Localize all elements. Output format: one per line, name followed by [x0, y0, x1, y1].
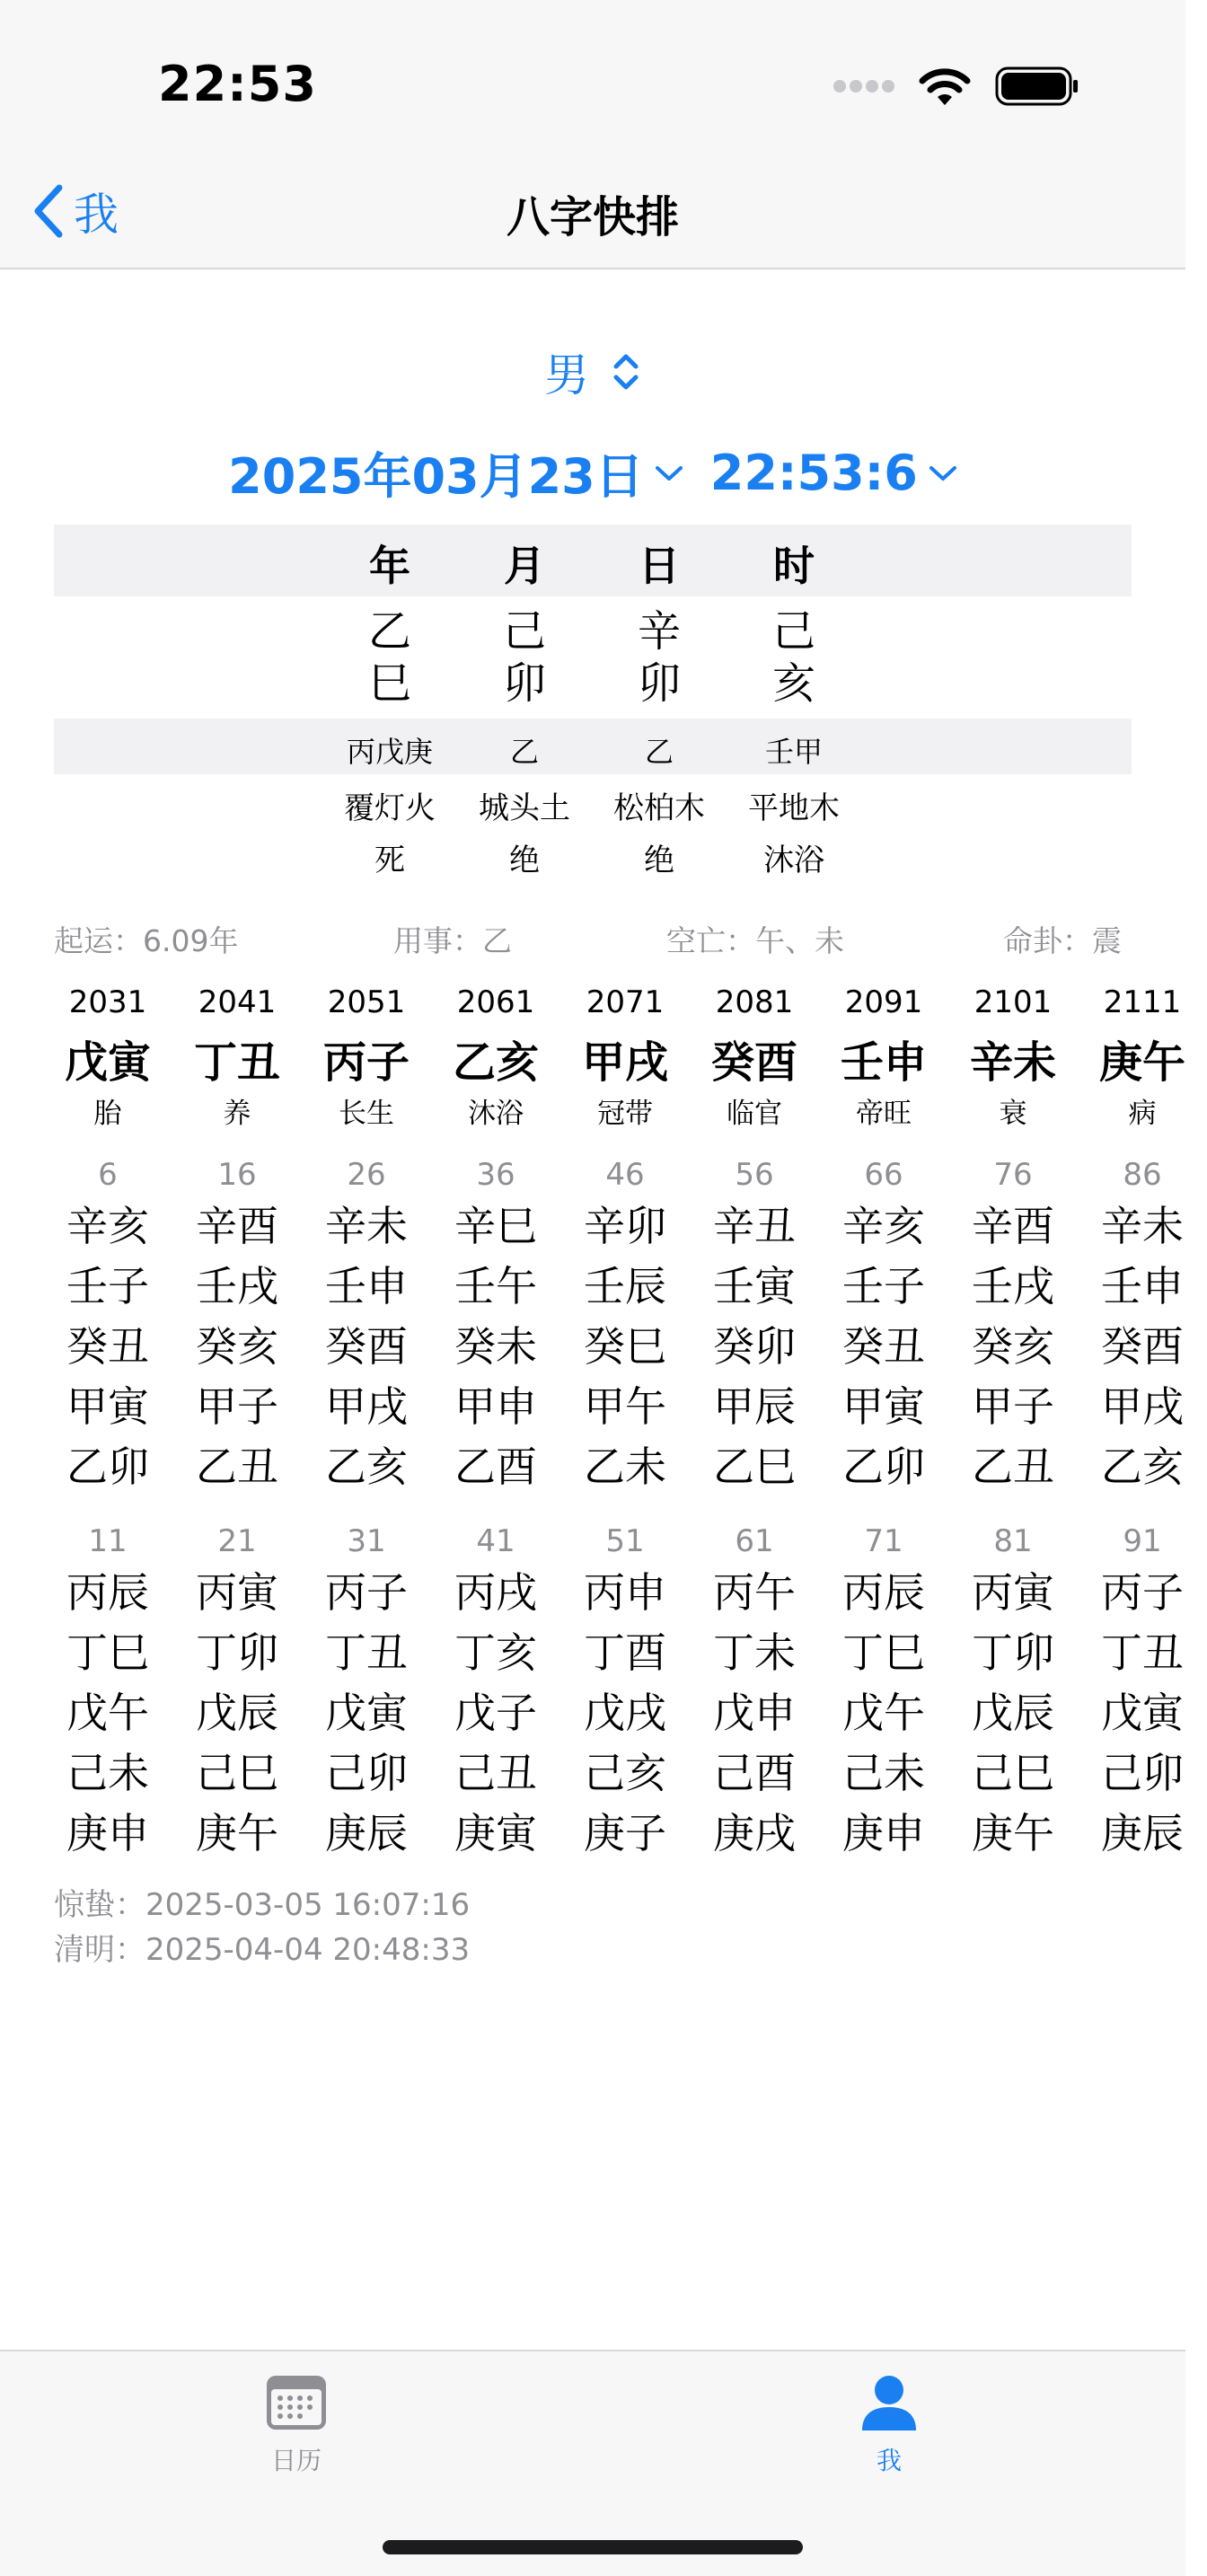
tab-calendar[interactable] — [207, 2373, 386, 2477]
annual-pillar: 甲午 — [584, 1382, 666, 1431]
state-day: 绝 — [644, 842, 674, 878]
annual-pillar: 辛酉 — [972, 1202, 1054, 1250]
luck-age-mid: 81 — [993, 1523, 1033, 1559]
annual-pillar: 庚申 — [842, 1809, 925, 1857]
annual-pillar: 壬申 — [325, 1262, 408, 1310]
luck-pillar: 丙子 — [322, 1037, 410, 1088]
annual-pillar: 乙未 — [584, 1442, 666, 1491]
annual-pillar: 丙辰 — [66, 1568, 149, 1617]
nayin-hour: 平地木 — [748, 790, 840, 826]
annual-pillar: 戊辰 — [972, 1689, 1054, 1737]
branch-row — [54, 648, 1132, 719]
annual-pillar: 丁巳 — [842, 1628, 925, 1677]
annual-pillar: 庚申 — [66, 1809, 149, 1857]
hidden-stems-month: 乙 — [509, 735, 539, 769]
signal-icon — [832, 78, 894, 94]
luck-age-mid: 21 — [217, 1523, 257, 1559]
luck-age-start: 26 — [347, 1157, 386, 1193]
annual-pillar: 戊寅 — [325, 1689, 408, 1737]
chevron-up-down-icon — [611, 350, 641, 393]
annual-pillar: 丁卯 — [972, 1628, 1054, 1677]
annual-pillar: 乙巳 — [713, 1442, 796, 1491]
hidden-stems-hour: 壬甲 — [764, 735, 823, 769]
annual-pillar: 甲寅 — [842, 1382, 925, 1431]
luck-age-mid: 31 — [347, 1523, 386, 1559]
annual-pillar: 壬申 — [1101, 1262, 1184, 1310]
luck-stage: 临官 — [727, 1098, 782, 1130]
annual-pillar: 丁丑 — [1101, 1628, 1184, 1677]
annual-pillars-second — [560, 1563, 690, 1864]
annual-pillar: 丙子 — [1101, 1568, 1184, 1617]
annual-pillars-first — [819, 1196, 948, 1497]
luck-year: 2031 — [68, 984, 147, 1020]
luck-stage: 胎 — [93, 1098, 122, 1130]
luck-age-mid: 11 — [88, 1523, 128, 1559]
luck-age-start: 6 — [98, 1157, 118, 1193]
nayin-month: 城头土 — [479, 790, 570, 826]
datetime-row — [0, 438, 1185, 507]
annual-pillar: 乙酉 — [454, 1442, 537, 1491]
annual-pillar: 己未 — [842, 1749, 925, 1797]
luck-year: 2081 — [715, 984, 794, 1020]
annual-pillar: 辛亥 — [66, 1202, 149, 1250]
tab-bar — [0, 2350, 1185, 2576]
state-row — [54, 828, 1132, 882]
header-month: 月 — [504, 542, 545, 590]
date-picker[interactable] — [228, 438, 683, 507]
annual-pillars-second — [43, 1563, 172, 1864]
annual-pillars-first — [1078, 1196, 1207, 1497]
pillar-header-row — [54, 525, 1132, 596]
annual-pillar: 甲辰 — [713, 1382, 796, 1431]
annual-pillars-second — [302, 1563, 431, 1864]
luck-pillar: 乙亥 — [452, 1037, 539, 1088]
luck-stage: 冠带 — [597, 1098, 653, 1130]
annual-pillar: 癸丑 — [842, 1322, 925, 1371]
annual-pillar: 庚辰 — [1101, 1809, 1184, 1857]
chart-info-row — [54, 918, 1132, 957]
annual-pillar: 己巳 — [196, 1749, 278, 1797]
luck-pillar: 庚午 — [1098, 1037, 1185, 1088]
annual-pillar: 己酉 — [713, 1749, 796, 1797]
annual-pillar: 乙卯 — [842, 1442, 925, 1491]
annual-pillar: 丙午 — [713, 1568, 796, 1617]
annual-pillar: 辛未 — [1101, 1202, 1184, 1250]
annual-pillar: 己亥 — [584, 1749, 666, 1797]
annual-pillar: 庚午 — [196, 1809, 278, 1857]
annual-pillar: 癸巳 — [584, 1322, 666, 1371]
luck-age-start: 36 — [476, 1157, 515, 1193]
header-year: 年 — [369, 542, 410, 590]
annual-pillar: 戊午 — [842, 1689, 925, 1737]
luck-age-start: 86 — [1123, 1157, 1162, 1193]
luck-age-start: 46 — [605, 1157, 645, 1193]
status-time: 22:53 — [158, 56, 317, 112]
annual-pillar: 壬寅 — [713, 1262, 796, 1310]
annual-pillar: 甲戌 — [1101, 1382, 1184, 1431]
annual-pillar: 己未 — [66, 1749, 149, 1797]
annual-pillar: 壬戌 — [196, 1262, 278, 1310]
annual-pillar: 乙卯 — [66, 1442, 149, 1491]
gender-selector[interactable] — [0, 340, 1185, 404]
gender-value: 男 — [544, 349, 590, 401]
annual-pillar: 辛亥 — [842, 1202, 925, 1250]
luck-pillar: 癸酉 — [710, 1037, 797, 1088]
annual-pillar: 丁未 — [713, 1628, 796, 1677]
annual-pillars-first — [172, 1196, 302, 1497]
four-pillars-table — [54, 525, 1132, 882]
page-title: 八字快排 — [506, 192, 679, 243]
solar-term-current: 惊蛰：2025-03-05 16:07:16 — [54, 1887, 471, 1923]
stem-hour: 己 — [771, 606, 815, 657]
luck-stage: 帝旺 — [856, 1098, 912, 1130]
status-icons — [832, 59, 1079, 113]
annual-pillar: 戊子 — [454, 1689, 537, 1737]
nayin-year: 覆灯火 — [344, 790, 436, 826]
annual-pillar: 戊寅 — [1101, 1689, 1184, 1737]
annual-pillar: 壬戌 — [972, 1262, 1054, 1310]
date-value: 2025年03月23日 — [228, 448, 644, 505]
annual-pillar: 辛卯 — [584, 1202, 666, 1250]
branch-month: 卯 — [502, 658, 546, 709]
yongshi-text: 用事：乙 — [393, 923, 512, 958]
luck-stage: 衰 — [999, 1098, 1027, 1130]
annual-pillars-first — [431, 1196, 560, 1497]
tab-me[interactable] — [799, 2373, 979, 2477]
annual-pillar: 乙亥 — [1101, 1442, 1184, 1491]
state-year: 死 — [374, 842, 405, 878]
annual-pillar: 甲申 — [454, 1382, 537, 1431]
stem-month: 己 — [502, 606, 546, 657]
qiyun-text: 起运：6.09年 — [54, 923, 239, 958]
tab-calendar-label: 日历 — [270, 2446, 322, 2475]
state-month: 绝 — [509, 842, 540, 878]
luck-age-mid: 71 — [864, 1523, 903, 1559]
annual-pillar: 丙子 — [325, 1568, 408, 1617]
header-day: 日 — [639, 542, 680, 590]
luck-age-mid: 51 — [605, 1523, 645, 1559]
luck-stage: 沐浴 — [468, 1098, 524, 1130]
branch-year: 巳 — [367, 658, 411, 709]
annual-pillar: 丁卯 — [196, 1628, 278, 1677]
annual-pillars-second — [948, 1563, 1078, 1864]
annual-pillar: 辛丑 — [713, 1202, 796, 1250]
annual-pillar: 癸亥 — [196, 1322, 278, 1371]
annual-pillars-first — [690, 1196, 819, 1497]
annual-pillar: 壬子 — [842, 1262, 925, 1310]
luck-age-start: 66 — [864, 1157, 903, 1193]
calendar-icon — [264, 2373, 329, 2432]
luck-pillar: 甲戌 — [581, 1037, 668, 1088]
header-hour: 时 — [773, 542, 815, 590]
hidden-stems-day: 乙 — [644, 735, 674, 769]
luck-pillars-scroll[interactable] — [43, 979, 1185, 1877]
annual-pillars-second — [172, 1563, 302, 1864]
annual-pillars-first — [560, 1196, 690, 1497]
hidden-stems-year: 丙戊庚 — [346, 735, 433, 769]
luck-stage: 养 — [223, 1098, 251, 1130]
luck-pillar: 丁丑 — [193, 1037, 280, 1088]
annual-pillar: 乙丑 — [196, 1442, 278, 1491]
annual-pillars-second — [819, 1563, 948, 1864]
solar-terms — [54, 1883, 470, 1972]
annual-pillars-first — [948, 1196, 1078, 1497]
luck-age-mid: 91 — [1123, 1523, 1162, 1559]
nayin-row — [54, 774, 1132, 828]
annual-pillar: 庚戌 — [713, 1809, 796, 1857]
stem-day: 辛 — [637, 606, 681, 657]
wifi-icon — [918, 66, 972, 107]
annual-pillar: 己卯 — [325, 1749, 408, 1797]
back-label: 我 — [74, 189, 119, 241]
annual-pillar: 庚寅 — [454, 1809, 537, 1857]
annual-pillar: 丙寅 — [196, 1568, 278, 1617]
annual-pillars-second — [1078, 1563, 1207, 1864]
branch-day: 卯 — [637, 658, 681, 709]
luck-year: 2101 — [974, 984, 1053, 1020]
annual-pillar: 庚子 — [584, 1809, 666, 1857]
annual-pillar: 丙寅 — [972, 1568, 1054, 1617]
annual-pillar: 丁巳 — [66, 1628, 149, 1677]
kongwang-text: 空亡：午、未 — [666, 923, 844, 958]
annual-pillar: 甲寅 — [66, 1382, 149, 1431]
annual-pillars-second — [690, 1563, 819, 1864]
annual-pillar: 丁丑 — [325, 1628, 408, 1677]
chevron-down-icon — [655, 464, 683, 482]
person-icon — [857, 2373, 921, 2432]
luck-year: 2111 — [1103, 984, 1182, 1020]
luck-pillar: 辛未 — [969, 1037, 1056, 1088]
annual-pillar: 乙丑 — [972, 1442, 1054, 1491]
annual-pillar: 癸丑 — [66, 1322, 149, 1371]
annual-pillar: 辛酉 — [196, 1202, 278, 1250]
luck-stage: 长生 — [339, 1098, 394, 1130]
annual-pillar: 己卯 — [1101, 1749, 1184, 1797]
annual-pillar: 癸卯 — [713, 1322, 796, 1371]
luck-pillar: 壬申 — [840, 1037, 927, 1088]
annual-pillar: 甲子 — [972, 1382, 1054, 1431]
annual-pillar: 戊辰 — [196, 1689, 278, 1737]
chevron-down-icon — [929, 464, 957, 482]
annual-pillar: 丙辰 — [842, 1568, 925, 1617]
annual-pillar: 庚辰 — [325, 1809, 408, 1857]
annual-pillar: 辛未 — [325, 1202, 408, 1250]
annual-pillar: 戊戌 — [584, 1689, 666, 1737]
annual-pillar: 甲子 — [196, 1382, 278, 1431]
annual-pillar: 丙申 — [584, 1568, 666, 1617]
luck-year: 2051 — [327, 984, 406, 1020]
luck-age-start: 56 — [735, 1157, 774, 1193]
annual-pillar: 乙亥 — [325, 1442, 408, 1491]
nayin-day: 松柏木 — [613, 790, 705, 826]
annual-pillar: 丙戌 — [454, 1568, 537, 1617]
annual-pillar: 丁亥 — [454, 1628, 537, 1677]
time-value: 22:53:6 — [709, 445, 918, 501]
annual-pillar: 癸亥 — [972, 1322, 1054, 1371]
annual-pillar: 辛巳 — [454, 1202, 537, 1250]
solar-term-next: 清明：2025-04-04 20:48:33 — [54, 1932, 471, 1968]
minggua-text: 命卦：震 — [1003, 923, 1122, 958]
annual-pillar: 庚午 — [972, 1809, 1054, 1857]
branch-hour: 亥 — [771, 658, 815, 709]
luck-stage: 病 — [1128, 1098, 1157, 1130]
stem-year: 乙 — [367, 606, 411, 657]
annual-pillars-second — [431, 1563, 560, 1864]
luck-age-start: 16 — [217, 1157, 257, 1193]
annual-pillar: 癸酉 — [325, 1322, 408, 1371]
luck-age-mid: 41 — [476, 1523, 515, 1559]
hidden-stems-row — [54, 719, 1132, 774]
annual-pillar: 壬子 — [66, 1262, 149, 1310]
annual-pillar: 己巳 — [972, 1749, 1054, 1797]
time-picker[interactable] — [710, 438, 957, 507]
luck-year: 2071 — [586, 984, 665, 1020]
top-bar — [0, 0, 1185, 269]
home-indicator — [383, 2540, 803, 2554]
battery-icon — [995, 66, 1079, 106]
luck-year: 2041 — [198, 984, 277, 1020]
annual-pillar: 戊申 — [713, 1689, 796, 1737]
annual-pillar: 癸未 — [454, 1322, 537, 1371]
luck-age-start: 76 — [993, 1157, 1033, 1193]
annual-pillar: 戊午 — [66, 1689, 149, 1737]
annual-pillar: 甲戌 — [325, 1382, 408, 1431]
luck-year: 2061 — [456, 984, 535, 1020]
annual-pillar: 丁酉 — [584, 1628, 666, 1677]
tab-me-label: 我 — [876, 2446, 902, 2475]
annual-pillar: 壬辰 — [584, 1262, 666, 1310]
annual-pillar: 癸酉 — [1101, 1322, 1184, 1371]
annual-pillar: 己丑 — [454, 1749, 537, 1797]
luck-year: 2091 — [844, 984, 923, 1020]
stem-row — [54, 596, 1132, 657]
luck-age-mid: 61 — [735, 1523, 774, 1559]
annual-pillar: 壬午 — [454, 1262, 537, 1310]
annual-pillars-first — [302, 1196, 431, 1497]
state-hour: 沐浴 — [763, 842, 824, 878]
annual-pillars-first — [43, 1196, 172, 1497]
luck-pillar: 戊寅 — [64, 1037, 151, 1088]
